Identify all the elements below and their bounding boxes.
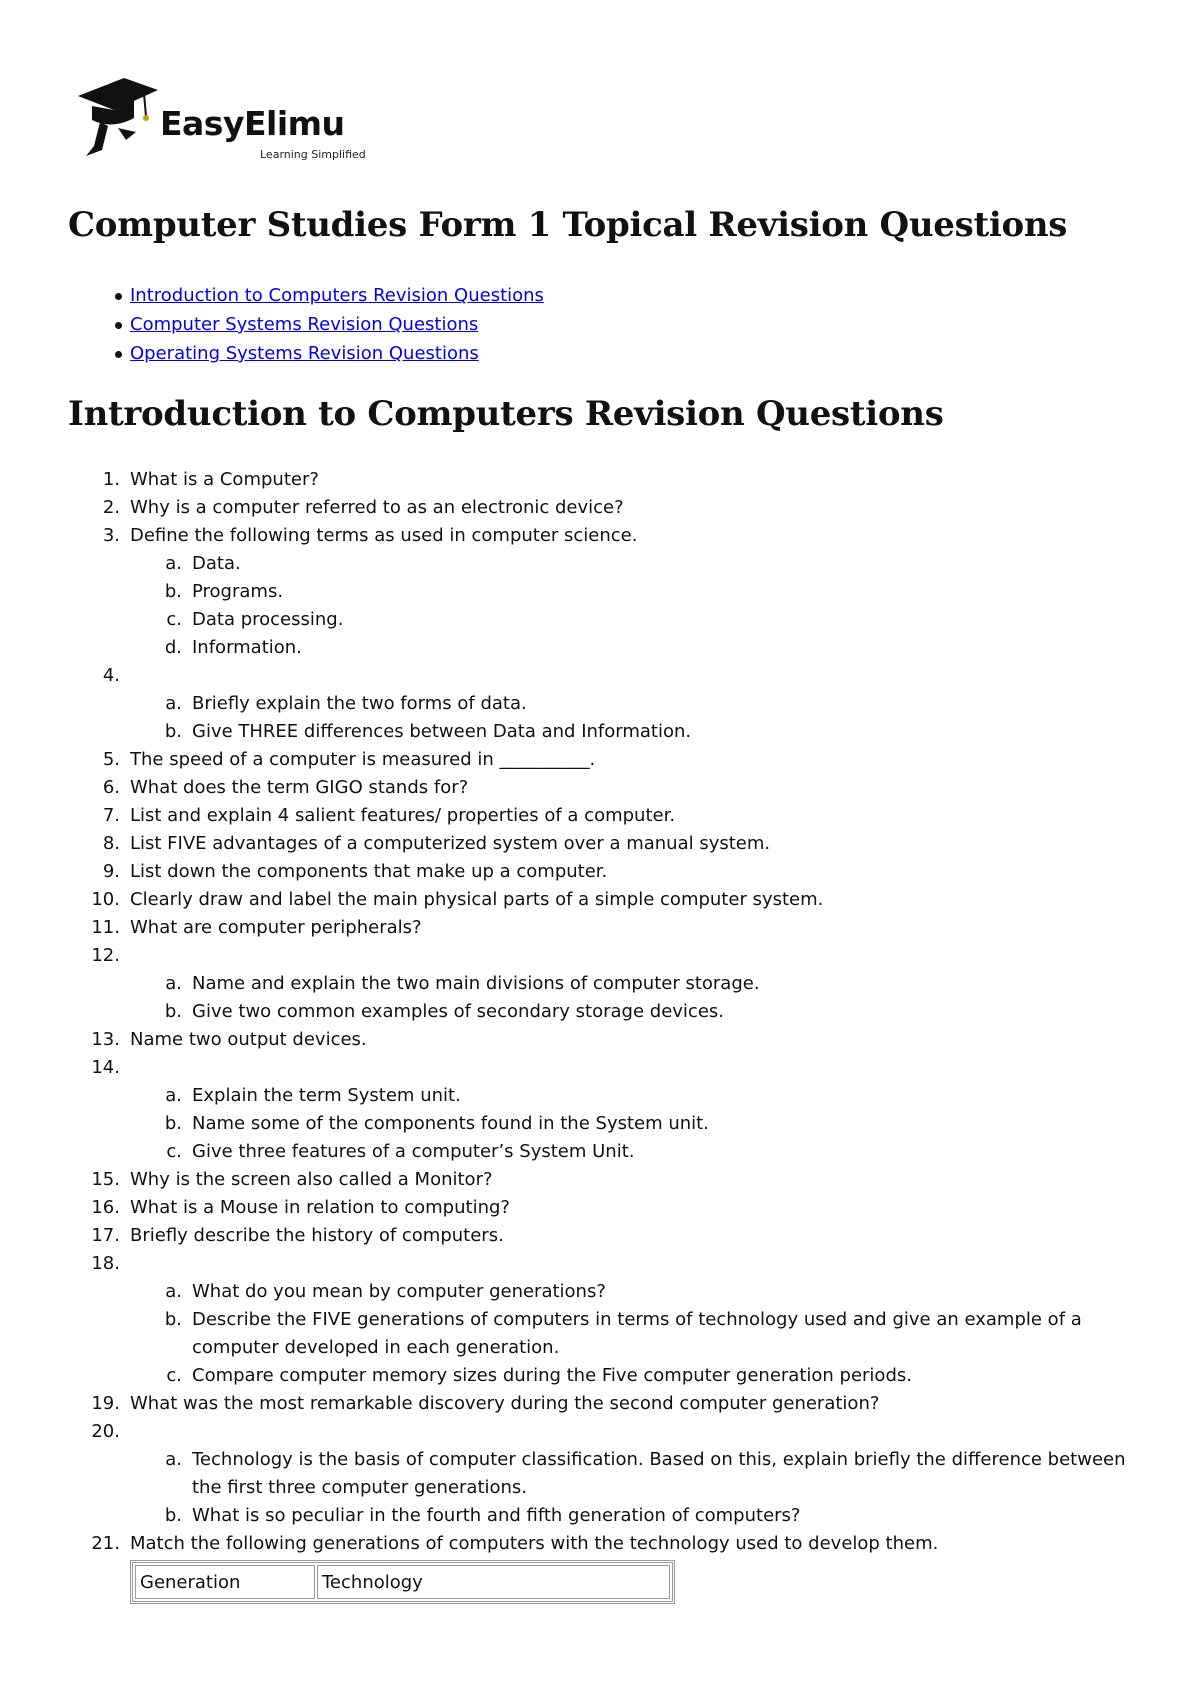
question-text: Give THREE differences between Data and Information. [192, 721, 692, 742]
question-number: c. [166, 609, 182, 630]
toc-link-computer-systems[interactable]: Computer Systems Revision Questions [130, 314, 479, 335]
question-number: 3. [102, 525, 120, 546]
question-number: a. [165, 693, 182, 714]
question-number: 5. [102, 749, 120, 770]
question-number: 2. [102, 497, 120, 518]
question-text: Why is a computer referred to as an electronic device? [130, 497, 624, 518]
question-number: 18. [91, 1253, 120, 1274]
toc-item [130, 339, 544, 368]
question-text: Programs. [192, 581, 284, 602]
question-text: Data processing. [192, 609, 344, 630]
logo [78, 76, 388, 168]
question-number: 16. [91, 1197, 120, 1218]
question-number: 12. [91, 945, 120, 966]
question-text: Match the following generations of computers with the technology used to develop them. [130, 1533, 939, 1554]
sub-question [130, 970, 1148, 998]
graduation-cap-icon [78, 76, 158, 168]
question-text: List FIVE advantages of a computerized system over a manual system. [130, 833, 771, 854]
toc-item [130, 281, 544, 310]
brand-name: EasyElimu [160, 104, 345, 143]
question-number: d. [164, 637, 182, 658]
question-number: 13. [91, 1029, 120, 1050]
question-item [68, 830, 1148, 858]
question-item [68, 1390, 1148, 1418]
toc-item [130, 310, 544, 339]
sub-question [130, 550, 1148, 578]
question-number: b. [164, 1113, 182, 1134]
question-number: 19. [91, 1393, 120, 1414]
question-number: a. [165, 553, 182, 574]
question-number: a. [165, 1449, 182, 1470]
table-header-cell: Generation [135, 1565, 315, 1599]
question-item [68, 1026, 1148, 1054]
question-number: 7. [102, 805, 120, 826]
question-text: List and explain 4 salient features/ properties of a computer. [130, 805, 676, 826]
question-item [68, 774, 1148, 802]
question-number: c. [166, 1365, 182, 1386]
question-number: 14. [91, 1057, 120, 1078]
question-text: List down the components that make up a computer. [130, 861, 608, 882]
sub-question [130, 1138, 1148, 1166]
question-number: 15. [91, 1169, 120, 1190]
question-item [68, 662, 1148, 690]
question-text: Name two output devices. [130, 1029, 367, 1050]
question-item [68, 1222, 1148, 1250]
question-number: 17. [91, 1225, 120, 1246]
sub-question [130, 1278, 1148, 1306]
question-number: 6. [102, 777, 120, 798]
table-header-row [135, 1565, 670, 1599]
generation-table [130, 1560, 675, 1604]
sub-question [130, 578, 1148, 606]
question-text: Compare computer memory sizes during the Five computer generation periods. [192, 1365, 912, 1386]
question-text: Information. [192, 637, 302, 658]
question-number: 21. [91, 1533, 120, 1554]
question-number: b. [164, 1001, 182, 1022]
question-item [68, 494, 1148, 522]
generation-table-wrapper [68, 1560, 1148, 1604]
sub-question [130, 606, 1148, 634]
question-text: What are computer peripherals? [130, 917, 422, 938]
sub-question [130, 1082, 1148, 1110]
toc-link-operating-systems[interactable]: Operating Systems Revision Questions [130, 343, 479, 364]
table-of-contents [68, 281, 544, 368]
table-header-cell: Technology [317, 1565, 670, 1599]
question-text: Data. [192, 553, 241, 574]
question-number: a. [165, 973, 182, 994]
question-number: b. [164, 1309, 182, 1330]
toc-link-introduction[interactable]: Introduction to Computers Revision Questions [130, 285, 544, 306]
sub-question [130, 1362, 1148, 1390]
sub-question [130, 718, 1148, 746]
question-text [130, 1421, 136, 1442]
question-number: a. [165, 1281, 182, 1302]
question-item [68, 942, 1148, 970]
question-item [68, 1250, 1148, 1278]
question-number: b. [164, 721, 182, 742]
sub-question [130, 690, 1148, 718]
question-text: What is a Mouse in relation to computing? [130, 1197, 510, 1218]
sub-question [130, 1502, 1148, 1530]
question-number: b. [164, 581, 182, 602]
question-text: Describe the FIVE generations of computers in terms of technology used and give an example of a computer developed in each generation. [192, 1309, 1082, 1358]
question-text: Clearly draw and label the main physical parts of a simple computer system. [130, 889, 824, 910]
question-text [130, 1253, 136, 1274]
question-text: What does the term GIGO stands for? [130, 777, 469, 798]
question-item [68, 886, 1148, 914]
question-number: 20. [91, 1421, 120, 1442]
question-text: Briefly describe the history of computers. [130, 1225, 504, 1246]
question-number: 8. [102, 833, 120, 854]
question-text: Define the following terms as used in computer science. [130, 525, 638, 546]
question-text: What was the most remarkable discovery during the second computer generation? [130, 1393, 880, 1414]
question-text [130, 945, 136, 966]
question-item [68, 802, 1148, 830]
question-number: 4. [102, 665, 120, 686]
question-number: 1. [102, 469, 120, 490]
question-item [68, 746, 1148, 774]
question-text: Explain the term System unit. [192, 1085, 461, 1106]
question-text: What is a Computer? [130, 469, 319, 490]
question-text: What is so peculiar in the fourth and fifth generation of computers? [192, 1505, 801, 1526]
page-title: Computer Studies Form 1 Topical Revision Questions [68, 205, 1068, 245]
question-text: Why is the screen also called a Monitor? [130, 1169, 493, 1190]
question-number: 9. [102, 861, 120, 882]
question-item [68, 1194, 1148, 1222]
question-text: Briefly explain the two forms of data. [192, 693, 527, 714]
question-text [130, 1057, 136, 1078]
question-text: Give two common examples of secondary storage devices. [192, 1001, 725, 1022]
sub-question [130, 1306, 1148, 1362]
question-item [68, 466, 1148, 494]
question-item [68, 1054, 1148, 1082]
question-text: Name some of the components found in the System unit. [192, 1113, 709, 1134]
question-number: 11. [91, 917, 120, 938]
sub-question [130, 634, 1148, 662]
question-text: The speed of a computer is measured in __________. [130, 749, 596, 770]
question-number: c. [166, 1141, 182, 1162]
question-text [130, 665, 136, 686]
question-list [68, 466, 1148, 1604]
question-item [68, 522, 1148, 550]
question-item [68, 858, 1148, 886]
question-item [68, 1418, 1148, 1446]
question-item [68, 1530, 1148, 1558]
section-title: Introduction to Computers Revision Questions [68, 394, 944, 434]
question-number: b. [164, 1505, 182, 1526]
question-number: 10. [91, 889, 120, 910]
question-item [68, 1166, 1148, 1194]
question-number: a. [165, 1085, 182, 1106]
sub-question [130, 998, 1148, 1026]
sub-question [130, 1446, 1148, 1502]
question-text: Give three features of a computer’s System Unit. [192, 1141, 635, 1162]
question-text: What do you mean by computer generations? [192, 1281, 606, 1302]
question-item [68, 914, 1148, 942]
question-text: Technology is the basis of computer classification. Based on this, explain briefly the difference between the first three computer generations. [192, 1449, 1126, 1498]
brand-tagline: Learning Simplified [260, 148, 366, 161]
question-text: Name and explain the two main divisions of computer storage. [192, 973, 760, 994]
sub-question [130, 1110, 1148, 1138]
